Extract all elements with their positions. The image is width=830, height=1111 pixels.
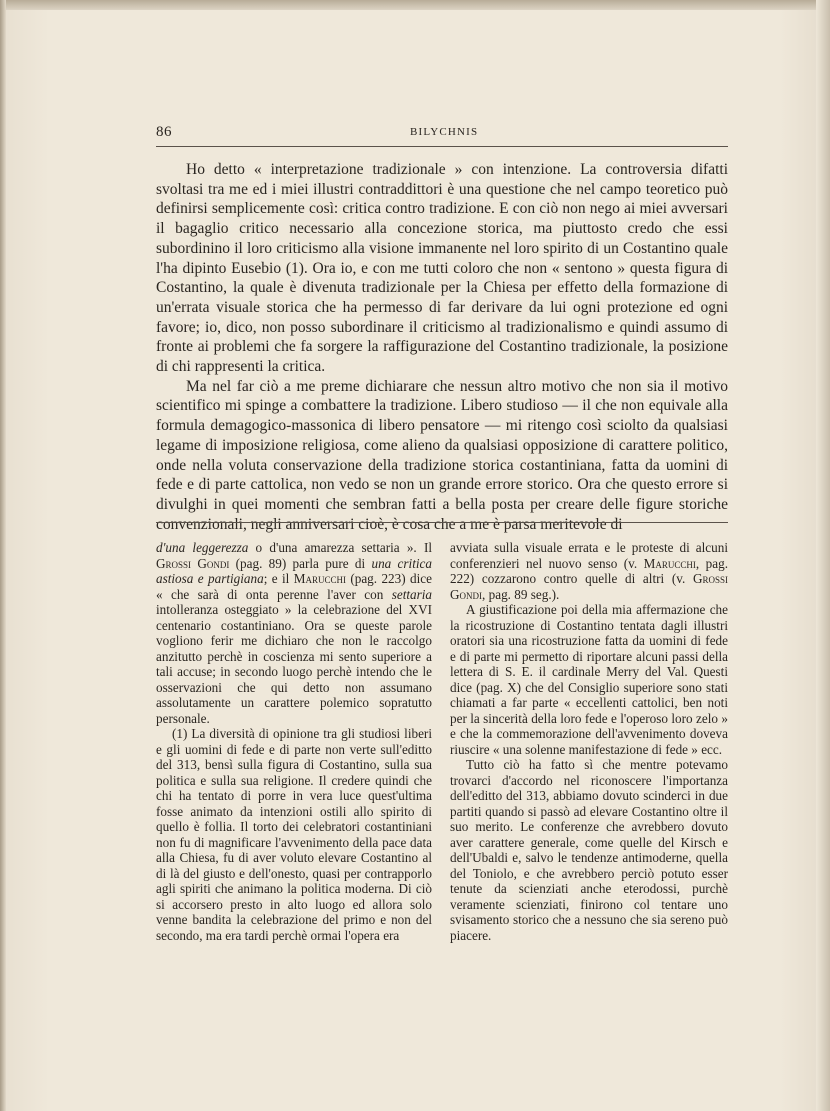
footnote-1-paragraph-2: A giustificazione poi della mia affermazione che la ricostruzione di Costantino tentata dagli illustri oratori sia una ricostruzione fatta da uomini di fede e di parte mi permetto di riportare alcuni passi della lettera di S. E. il cardinale Merry del Val. Questi dice (pag. X) che del Consiglio superiore sono stati chiamati a far parte « eccellenti cattolici, ben noti per la sincerità della loro fede e l'operoso loro zelo » e che la commemorazione dell'avvenimento doveva riuscire « una solenne manifestazione di fede » ecc. [450, 602, 728, 757]
footnote-rule [156, 522, 728, 523]
footnotes-left-column [156, 540, 432, 943]
footnote-1-paragraph-3: Tutto ciò ha fatto sì che mentre potevamo trovarci d'accordo nel riconoscere l'importanza dell'editto del 313, abbiamo dovuto scinderci in due partiti quando si passò ad elevare Costantino oltre il suo merito. Le conferenze che avrebbero dovuto aver carattere generale, come quelle del Kirsch e dell'Ubaldi e, salvo le tendenze antimoderne, quella del Toniolo, e che avrebbero perciò potuto esser tenute da scienziati anche eterodossi, purchè veramente scienziati, finirono col tentare uno svisamento storico che a nessuno che sia sereno può piacere. [450, 757, 728, 943]
header-rule [156, 146, 728, 147]
page-top-edge [0, 0, 830, 10]
footnotes-right-column [450, 540, 728, 943]
page-number: 86 [156, 124, 172, 140]
main-paragraph-2: Ma nel far ciò a me preme dichiarare che nessun altro motivo che non sia il motivo scientifico mi spinge a combattere la tradizione. Libero studioso — il che non equivale alla formula demagogico-massonica di libero pensatore — mi ritengo così sciolto da qualsiasi legame di imposizione religiosa, come alieno da qualsiasi opposizione di carattere politico, onde nella voluta conservazione della tradizione storica costantiniana, fatta da uomini di fede e di parte cattolica, non vedo se non un grande errore storico. Ora che questo errore si divulghi in quei momenti che sembran fatti a bella posta per creare delle figure storiche convenzionali, negli anniversari cioè, è cosa che a me è parsa meritevole di [156, 377, 728, 533]
main-text [156, 160, 728, 534]
page-header [156, 124, 728, 144]
footnote-continuation: d'una leggerezza o d'una amarezza settaria ». Il Grossi Gondi (pag. 89) parla pure di una critica astiosa e partigiana; e il Marucchi (pag. 223) dice « che sarà di onta perenne l'aver con settaria intolleranza osteggiato » la celebrazione del XVI centenario costantiniano. Ora se queste parole vogliono ferir me dichiaro che non le raccolgo anzitutto perchè in coscienza mi sento superiore a tali accuse; in secondo luogo perchè intendo che le osservazioni che qui detto non assumano assolutamente un carattere polemico sopratutto personale. [156, 540, 432, 726]
running-head: BILYCHNIS [410, 126, 479, 138]
footnote-1: (1) La diversità di opinione tra gli studiosi liberi e gli uomini di fede e di parte non verte sull'editto del 313, bensì sulla figura di Costantino, sulla sua politica e sulla sua religione. Il credere quindi che chi ha tentato di porre in vera luce quest'ultima fosse animato da intenzioni ostili allo spirito di quello è follia. Il torto dei celebratori costantiniani non fu di magnificare l'avvenimento della pace data alla Chiesa, fu di aver voluto elevare Costantino al di là del giusto e dell'onesto, quasi per contrapporlo agli spiriti che animano la politica moderna. Di ciò si accorsero presto in alto luogo ed allora solo venne bandita la celebrazione del primo e non del secondo, ma era tardi perchè ormai l'opera era [156, 726, 432, 943]
page-left-edge [0, 0, 6, 1111]
main-paragraph-1: Ho detto « interpretazione tradizionale » con intenzione. La controversia difatti svoltasi tra me ed i miei illustri contraddittori è una questione che nel campo teoretico può definirsi semplicemente così: critica contro tradizione. E con ciò non nego ai miei avversari il bagaglio critico necessario alla concezione storica, ma piuttosto credo che essi subordinino il loro criticismo alla visione immanente nel loro spirito di un Costantino quale l'ha dipinto Eusebio (1). Ora io, e con me tutti coloro che non « sentono » questa figura di Costantino, la quale è divenuta tradizionale per la Chiesa per effetto della formazione di un'errata visuale storica che ha permesso di far derivare da lui ogni protezione ed ogni favore; io, dico, non posso subordinare il criticismo al tradizionalismo e quindi assumo di fronte ai problemi che fa sorgere la raffigurazione del Costantino tradizionale, la posizione di chi rappresenti la critica. [156, 161, 728, 376]
footnote-1-continuation: avviata sulla visuale errata e le proteste di alcuni conferenzieri nel nuovo senso (v. Marucchi, pag. 222) cozzarono contro quelle di altri (v. Grossi Gondi, pag. 89 seg.). [450, 540, 729, 602]
page-right-edge [816, 0, 830, 1111]
